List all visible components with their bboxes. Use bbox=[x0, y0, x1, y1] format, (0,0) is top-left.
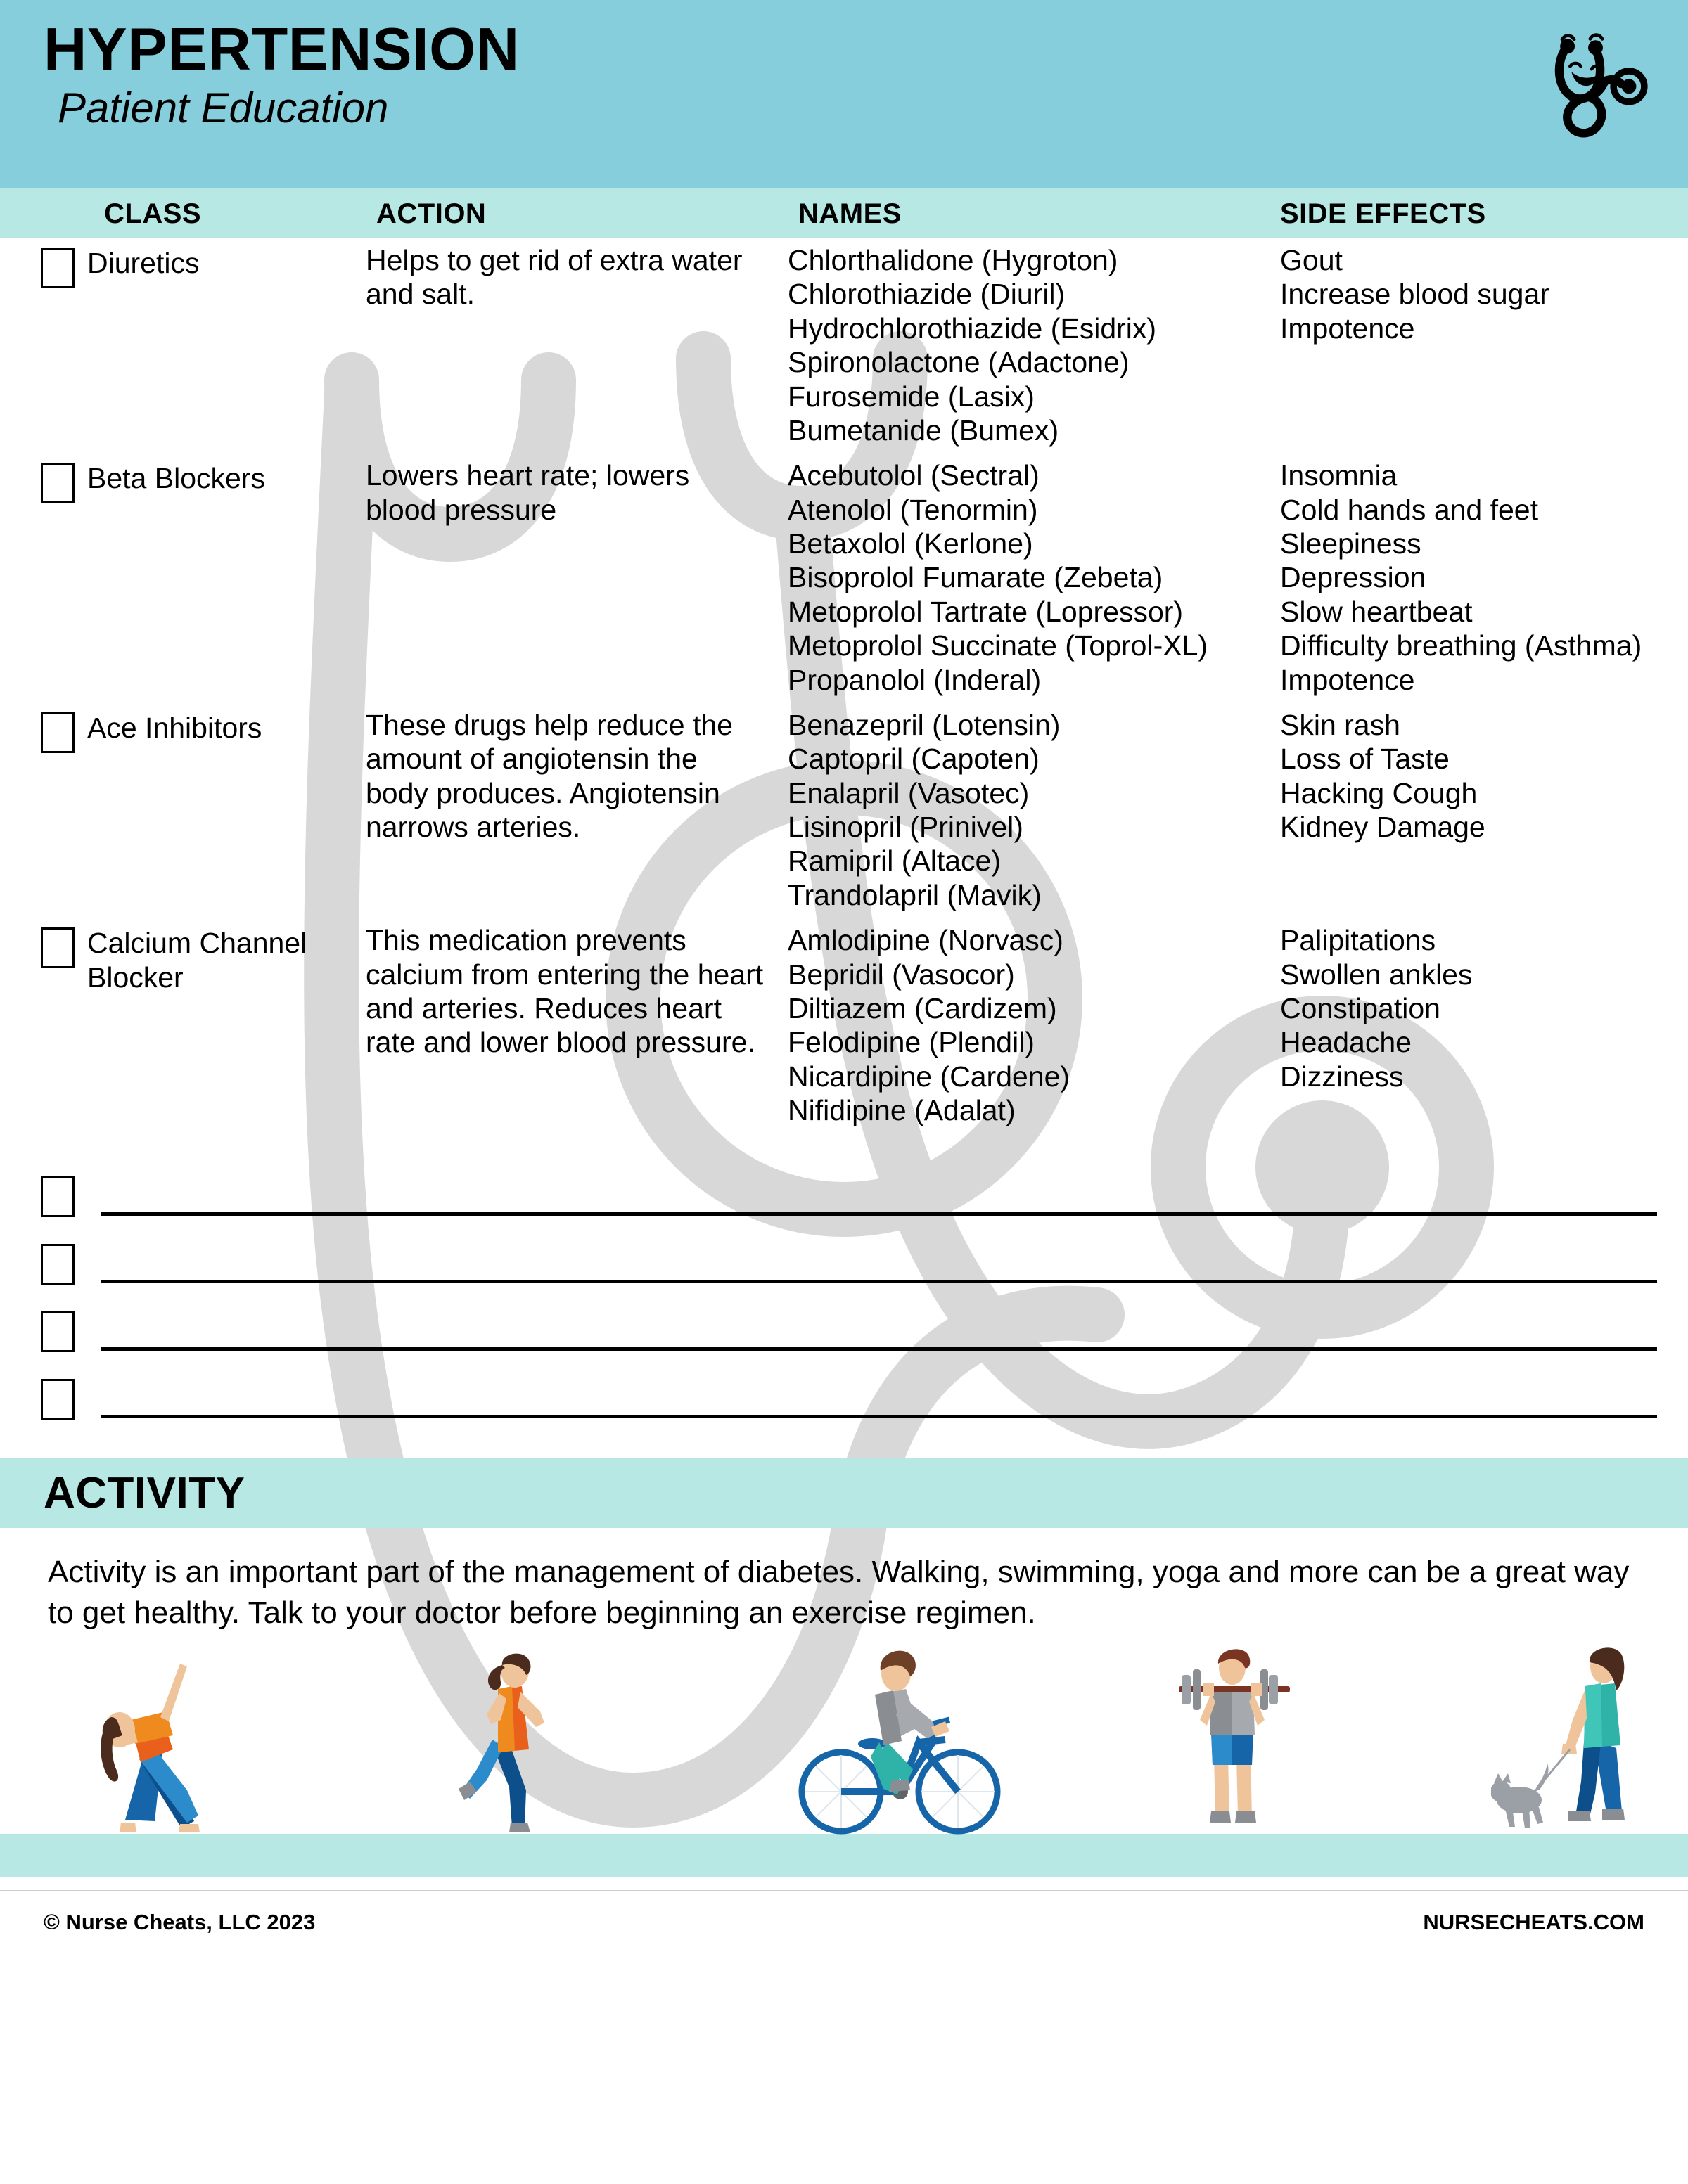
cell-names bbox=[788, 458, 1280, 697]
side-effect: Impotence bbox=[1280, 311, 1415, 345]
medication-name: Metoprolol Tartrate (Lopressor) bbox=[788, 595, 1184, 628]
side-effect: Sleepiness bbox=[1280, 527, 1421, 560]
blank-write-in-rows bbox=[0, 1155, 1688, 1425]
medication-table bbox=[0, 238, 1688, 1127]
side-effect: Depression bbox=[1280, 561, 1426, 594]
blank-write-in-row bbox=[41, 1290, 1657, 1358]
cell-action: This medication prevents calcium from entering the heart and arteries. Reduces heart rate and lower blood pressure. bbox=[366, 924, 764, 1059]
medication-name: Metoprolol Succinate (Toprol-XL) bbox=[788, 629, 1208, 662]
cell-action: Lowers heart rate; lowers blood pressure bbox=[366, 459, 690, 526]
cell-class bbox=[0, 708, 366, 753]
page-subtitle: Patient Education bbox=[58, 84, 389, 132]
row-checkbox[interactable] bbox=[41, 248, 75, 288]
side-effect: Kidney Damage bbox=[1280, 811, 1485, 843]
write-in-line[interactable] bbox=[101, 1347, 1657, 1351]
medication-name: Ramipril (Altace) bbox=[788, 844, 1001, 878]
class-label: Calcium Channel Blocker bbox=[87, 927, 307, 994]
yoga-figure-icon bbox=[42, 1657, 218, 1846]
side-effect: Slow heartbeat bbox=[1280, 595, 1473, 628]
cell-action: These drugs help reduce the amount of angiotensin the body produces. Angiotensin narrows arteries. bbox=[366, 708, 733, 843]
medication-name: Chlorthalidone (Hygroton) bbox=[788, 244, 1118, 276]
cell-class bbox=[0, 243, 366, 288]
column-header-class: CLASS bbox=[104, 198, 202, 229]
cell-class bbox=[0, 923, 366, 994]
row-checkbox[interactable] bbox=[41, 712, 75, 753]
medication-name: Bisoprolol Fumarate (Zebeta) bbox=[788, 561, 1163, 594]
medication-name: Chlorothiazide (Diuril) bbox=[788, 278, 1066, 311]
write-in-line[interactable] bbox=[101, 1212, 1657, 1216]
cell-side-effects bbox=[1280, 923, 1688, 1093]
table-row bbox=[0, 243, 1688, 447]
side-effect: Headache bbox=[1280, 1026, 1412, 1059]
smiling-stethoscope-logo-icon bbox=[1522, 17, 1656, 150]
side-effect: Cold hands and feet bbox=[1280, 493, 1538, 526]
side-effect: Swollen ankles bbox=[1280, 958, 1473, 991]
medication-name: Atenolol (Tenormin) bbox=[788, 493, 1038, 526]
write-in-line[interactable] bbox=[101, 1280, 1657, 1283]
cell-class bbox=[0, 458, 366, 503]
weightlifting-figure-icon bbox=[1153, 1643, 1315, 1846]
medication-name: Bepridil (Vasocor) bbox=[788, 958, 1015, 991]
dog-walking-figure-icon bbox=[1491, 1643, 1667, 1846]
side-effect: Palipitations bbox=[1280, 924, 1436, 957]
side-effect: Constipation bbox=[1280, 991, 1440, 1024]
medication-name: Lisinopril (Prinivel) bbox=[788, 811, 1023, 843]
side-effect: Increase blood sugar bbox=[1280, 278, 1549, 311]
table-column-headers bbox=[0, 188, 1688, 238]
side-effect: Insomnia bbox=[1280, 459, 1398, 492]
medication-name: Spironolactone (Adactone) bbox=[788, 346, 1130, 379]
medication-name: Benazepril (Lotensin) bbox=[788, 708, 1061, 741]
medication-name: Hydrochlorothiazide (Esidrix) bbox=[788, 311, 1157, 345]
page-header bbox=[0, 0, 1688, 188]
cell-side-effects bbox=[1280, 708, 1688, 844]
blank-write-in-row bbox=[41, 1155, 1657, 1223]
page-title: HYPERTENSION bbox=[44, 16, 520, 83]
class-label: Ace Inhibitors bbox=[87, 711, 262, 744]
blank-write-in-row bbox=[41, 1358, 1657, 1425]
cell-side-effects bbox=[1280, 458, 1688, 697]
medication-name: Diltiazem (Cardizem) bbox=[788, 991, 1057, 1024]
column-header-side-effects: SIDE EFFECTS bbox=[1280, 198, 1486, 229]
medication-name: Captopril (Capoten) bbox=[788, 743, 1040, 776]
cycling-figure-icon bbox=[795, 1643, 1013, 1846]
side-effect: Gout bbox=[1280, 244, 1343, 276]
class-label: Beta Blockers bbox=[87, 462, 265, 495]
footer-copyright: © Nurse Cheats, LLC 2023 bbox=[44, 1909, 316, 1934]
medication-name: Furosemide (Lasix) bbox=[788, 380, 1035, 413]
column-header-names: NAMES bbox=[798, 198, 902, 229]
running-figure-icon bbox=[443, 1650, 577, 1846]
side-effect: Loss of Taste bbox=[1280, 743, 1450, 776]
cell-names bbox=[788, 708, 1280, 912]
activity-illustrations bbox=[0, 1652, 1688, 1877]
side-effect: Impotence bbox=[1280, 663, 1415, 696]
table-row bbox=[0, 708, 1688, 912]
page-footer bbox=[0, 1891, 1688, 1935]
blank-row-checkbox[interactable] bbox=[41, 1244, 75, 1285]
table-row bbox=[0, 923, 1688, 1127]
medication-name: Propanolol (Inderal) bbox=[788, 663, 1042, 696]
cell-action: Helps to get rid of extra water and salt. bbox=[366, 244, 743, 311]
column-header-action: ACTION bbox=[376, 198, 487, 229]
activity-title: ACTIVITY bbox=[44, 1468, 245, 1517]
table-row bbox=[0, 458, 1688, 697]
row-checkbox[interactable] bbox=[41, 463, 75, 503]
medication-name: Felodipine (Plendil) bbox=[788, 1026, 1035, 1059]
blank-row-checkbox[interactable] bbox=[41, 1176, 75, 1217]
medication-name: Acebutolol (Sectral) bbox=[788, 459, 1040, 492]
side-effect: Skin rash bbox=[1280, 708, 1400, 741]
side-effect: Dizziness bbox=[1280, 1060, 1404, 1093]
medication-name: Amlodipine (Norvasc) bbox=[788, 924, 1063, 957]
blank-row-checkbox[interactable] bbox=[41, 1311, 75, 1352]
side-effect: Hacking Cough bbox=[1280, 776, 1478, 809]
class-label: Diuretics bbox=[87, 247, 200, 279]
row-checkbox[interactable] bbox=[41, 927, 75, 968]
footer-website: NURSECHEATS.COM bbox=[1423, 1909, 1644, 1934]
activity-body-text: Activity is an important part of the management of diabetes. Walking, swimming, yoga and more can be a great way to get healthy. Talk to your doctor before beginning an exercise regimen. bbox=[48, 1555, 1630, 1630]
blank-write-in-row bbox=[41, 1223, 1657, 1290]
medication-name: Nifidipine (Adalat) bbox=[788, 1094, 1016, 1126]
medication-name: Trandolapril (Mavik) bbox=[788, 878, 1042, 911]
cell-side-effects bbox=[1280, 243, 1688, 345]
cell-names bbox=[788, 923, 1280, 1127]
side-effect: Difficulty breathing (Asthma) bbox=[1280, 629, 1642, 662]
medication-name: Enalapril (Vasotec) bbox=[788, 776, 1030, 809]
medication-name: Nicardipine (Cardene) bbox=[788, 1060, 1070, 1093]
cell-names bbox=[788, 243, 1280, 447]
activity-section-band bbox=[0, 1458, 1688, 1528]
write-in-line[interactable] bbox=[101, 1415, 1657, 1418]
medication-name: Bumetanide (Bumex) bbox=[788, 413, 1059, 447]
blank-row-checkbox[interactable] bbox=[41, 1379, 75, 1420]
medication-name: Betaxolol (Kerlone) bbox=[788, 527, 1033, 560]
